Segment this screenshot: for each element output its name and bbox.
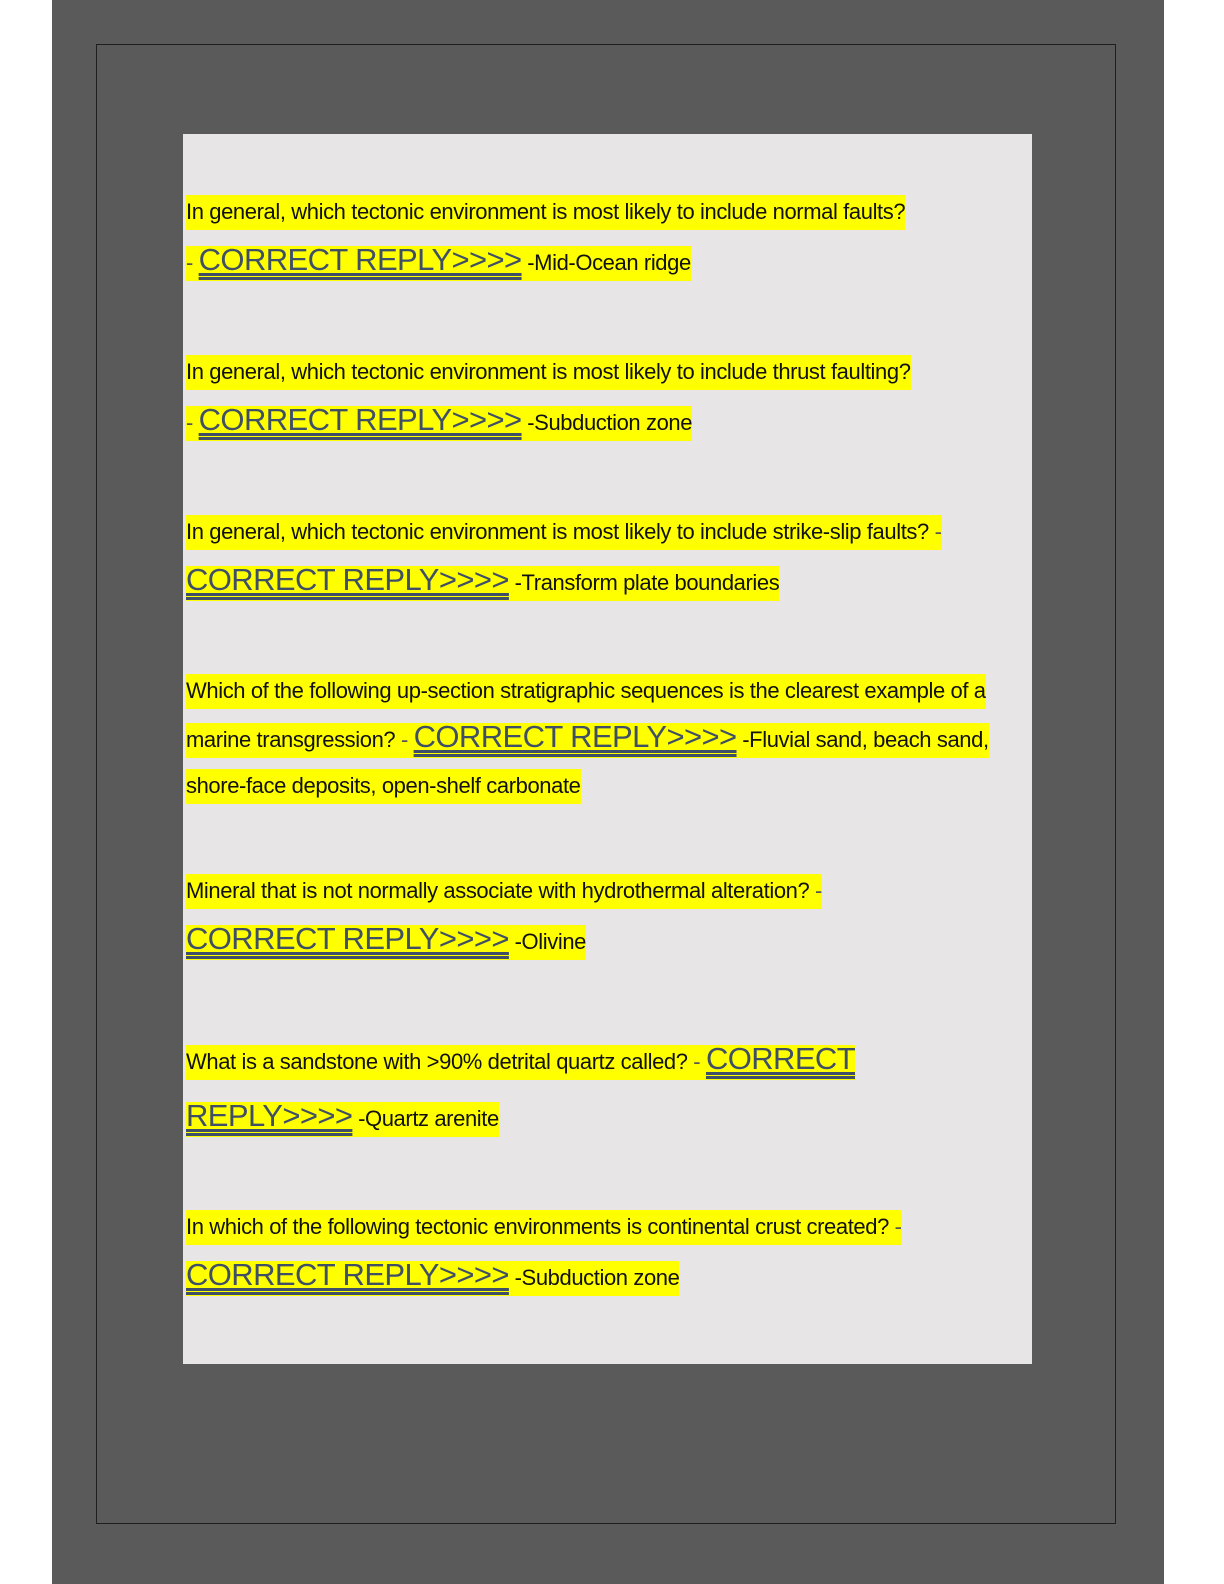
question-text: In general, which tectonic environment is most likely to include normal faults? (186, 199, 906, 224)
answer-text: -Quartz arenite (352, 1106, 499, 1131)
answer-text: -Subduction zone (508, 1265, 680, 1290)
separator: - (395, 727, 414, 752)
answer-text: -Olivine (508, 929, 586, 954)
correct-reply-link[interactable]: CORRECT REPLY>>>> (186, 1041, 856, 1133)
correct-reply-link[interactable]: CORRECT REPLY>>>> (198, 402, 522, 437)
qa-item-3 (186, 508, 976, 607)
qa-item-1 (186, 188, 1031, 287)
question-text: Which of the following up-section stratigraphic sequences is the clearest example of a marine transgression? (186, 678, 986, 752)
correct-reply-link[interactable]: CORRECT REPLY>>>> (186, 921, 509, 956)
separator: - (809, 878, 822, 903)
separator: - (186, 250, 199, 275)
document-page (183, 134, 1032, 1364)
question-text: In general, which tectonic environment is most likely to include strike-slip faults? (186, 519, 929, 544)
qa-item-7 (186, 1203, 1031, 1302)
answer-text: -Fluvial sand, beach sand, shore-face deposits, open-shelf carbonate (186, 727, 989, 798)
qa-item-5 (186, 867, 946, 966)
separator: - (888, 1214, 902, 1239)
separator: - (928, 519, 942, 544)
qa-item-2 (186, 348, 1031, 447)
question-text: Mineral that is not normally associate with hydrothermal alteration? (186, 878, 810, 903)
answer-text: -Subduction zone (521, 410, 693, 435)
correct-reply-link[interactable]: CORRECT REPLY>>>> (198, 242, 522, 277)
question-text: In which of the following tectonic environments is continental crust created? (186, 1214, 889, 1239)
correct-reply-link[interactable]: CORRECT REPLY>>>> (413, 719, 737, 754)
qa-item-4 (186, 668, 996, 809)
question-text: What is a sandstone with >90% detrital quartz called? (186, 1049, 688, 1074)
correct-reply-link[interactable]: CORRECT REPLY>>>> (186, 1257, 509, 1292)
question-text: In general, which tectonic environment is most likely to include thrust faulting? (186, 359, 911, 384)
qa-item-6 (186, 1032, 931, 1146)
separator: - (186, 410, 199, 435)
answer-text: -Transform plate boundaries (508, 570, 780, 595)
answer-text: -Mid-Ocean ridge (521, 250, 691, 275)
correct-reply-link[interactable]: CORRECT REPLY>>>> (186, 562, 509, 597)
separator: - (687, 1049, 706, 1074)
